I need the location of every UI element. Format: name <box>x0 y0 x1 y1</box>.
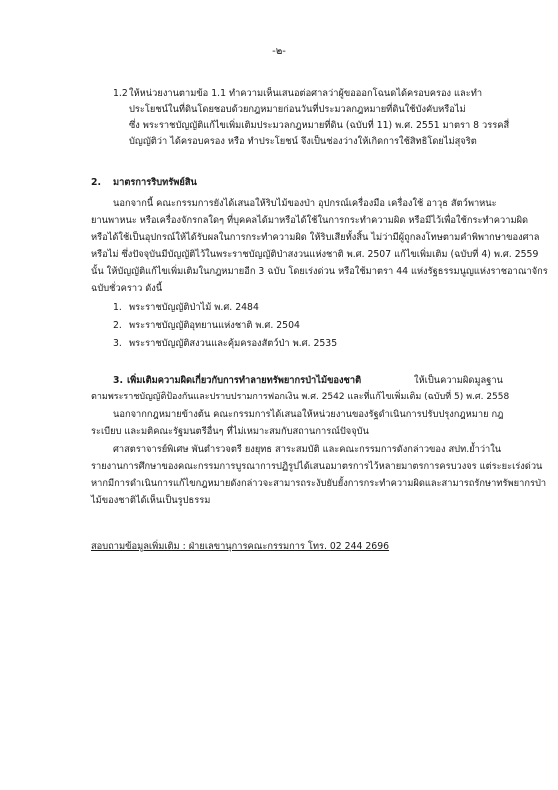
item-1-2-label: 1.2 <box>113 88 128 99</box>
footer-contact: สอบถามข้อมูลเพิ่มเติม : ฝ่ายเลขานุการคณะกรรมการ โทร. 02 244 2696 <box>91 541 390 552</box>
section-2-para-line-6: ฉบับชั่วคราว ดังนี้ <box>91 283 163 294</box>
section-2-heading: มาตรการริบทรัพย์สิน <box>113 177 197 188</box>
list-item-act: พระราชบัญญัติอุทยานแห่งชาติ พ.ศ. 2504 <box>129 320 300 331</box>
item-1-2-line-2: ประโยชน์ในที่ดินโดยชอบด้วยกฎหมายก่อนวันที่ประมวลกฎหมายที่ดินใช้บังคับหรือไม่ <box>129 104 466 115</box>
section-3-para-a-line-2: ระเบียบ และมติคณะรัฐมนตรีอื่นๆ ที่ไม่เหมาะสมกับสถานการณ์ปัจจุบัน <box>91 426 369 437</box>
section-3-heading-tail: ให้เป็นความผิดมูลฐาน <box>414 375 503 386</box>
section-3-para-b-line-2: รายงานการศึกษาของคณะกรรมการบูรณาการปฏิรูปได้เสนอมาตรการไว้หลายมาตรการครบวงจร แต่ระยะเร่งด่วน <box>91 461 543 472</box>
list-item-number: 3. <box>113 338 122 349</box>
section-3-heading: เพิ่มเติมความผิดเกี่ยวกับการทำลายทรัพยากรป่าไม้ของชาติ <box>127 375 362 386</box>
item-1-2-line-3: ซึ่ง พระราชบัญญัติแก้ไขเพิ่มเติมประมวลกฎหมายที่ดิน (ฉบับที่ 11) พ.ศ. 2551 มาตรา 8 วรรคสี่ <box>129 120 510 131</box>
section-3-para-a-line-1: นอกจากกฎหมายข้างต้น คณะกรรมการได้เสนอให้หน่วยงานของรัฐดำเนินการปรับปรุงกฎหมาย กฎ <box>113 409 504 420</box>
section-3-line-2: ตามพระราชบัญญัติป้องกันและปราบปรามการฟอกเงิน พ.ศ. 2542 และที่แก้ไขเพิ่มเติม (ฉบับที่ 5) พ.ศ. 2558 <box>91 392 510 402</box>
section-2-para-line-4: หรือไม่ ซึ่งปัจจุบันมีบัญญัติไว้ในพระราชบัญญัติป่าสงวนแห่งชาติ พ.ศ. 2507 แก้ไขเพิ่มเติม (ฉบับที่ 4) พ.ศ. 2559 <box>91 249 539 260</box>
item-1-2-line-1: ให้หน่วยงานตามข้อ 1.1 ทำความเห็นเสนอต่อศาลว่าผู้ขอออกโฉนดได้ครอบครอง และทำ <box>129 88 483 99</box>
page-number: -๒- <box>272 46 286 57</box>
section-2-number: 2. <box>91 177 102 188</box>
list-item-number: 2. <box>113 320 122 331</box>
section-2-para-line-1: นอกจากนี้ คณะกรรมการยังได้เสนอให้ริบไม้ของป่า อุปกรณ์เครื่องมือ เครื่องใช้ อาวุธ สัตว์พาหนะ <box>113 198 497 209</box>
section-3-number: 3. <box>113 375 124 386</box>
section-3-para-b-line-1: ศาสตราจารย์พิเศษ พันตำรวจตรี ยงยุทธ สาระสมบัติ และคณะกรรมการดังกล่าวของ สปท.ย้ำว่าใน <box>113 444 502 455</box>
section-3-para-b-line-4: ไม้ของชาติได้เห็นเป็นรูปธรรม <box>91 495 211 506</box>
list-item-number: 1. <box>113 302 122 313</box>
item-1-2-line-4: บัญญัติว่า ได้ครอบครอง หรือ ทำประโยชน์ จึงเป็นช่องว่างให้เกิดการใช้สิทธิโดยไม่สุจริต <box>129 136 477 147</box>
section-3-para-b-line-3: หากมีการดำเนินการแก้ไขกฎหมายดังกล่าวจะสามารถระงับยับยั้งการกระทำความผิดและสามารถรักษาทรัพยากรป่า <box>91 478 547 489</box>
section-2-para-line-5: นั้น ให้บัญญัติแก้ไขเพิ่มเติมในกฎหมายอีก 3 ฉบับ โดยเร่งด่วน หรือใช้มาตรา 44 แห่งรัฐธรรมนูญแห่งราชอาณาจักร <box>91 266 548 277</box>
section-2-para-line-2: ยานพาหนะ หรือเครื่องจักรกลใดๆ ที่บุคคลได้มาหรือได้ใช้ในการกระทำความผิด หรือมีไว้เพื่อใช้กระทำความผิด <box>91 215 529 226</box>
section-2-para-line-3: หรือได้ใช้เป็นอุปกรณ์ให้ได้รับผลในการกระทำความผิด ให้ริบเสียทั้งสิ้น ไม่ว่ามีผู้ถูกลงโทษตามคำพิพากษาของศาล <box>91 232 540 243</box>
list-item-act: พระราชบัญญัติสงวนและคุ้มครองสัตว์ป่า พ.ศ. 2535 <box>129 338 338 349</box>
list-item-act: พระราชบัญญัติป่าไม้ พ.ศ. 2484 <box>129 302 259 313</box>
